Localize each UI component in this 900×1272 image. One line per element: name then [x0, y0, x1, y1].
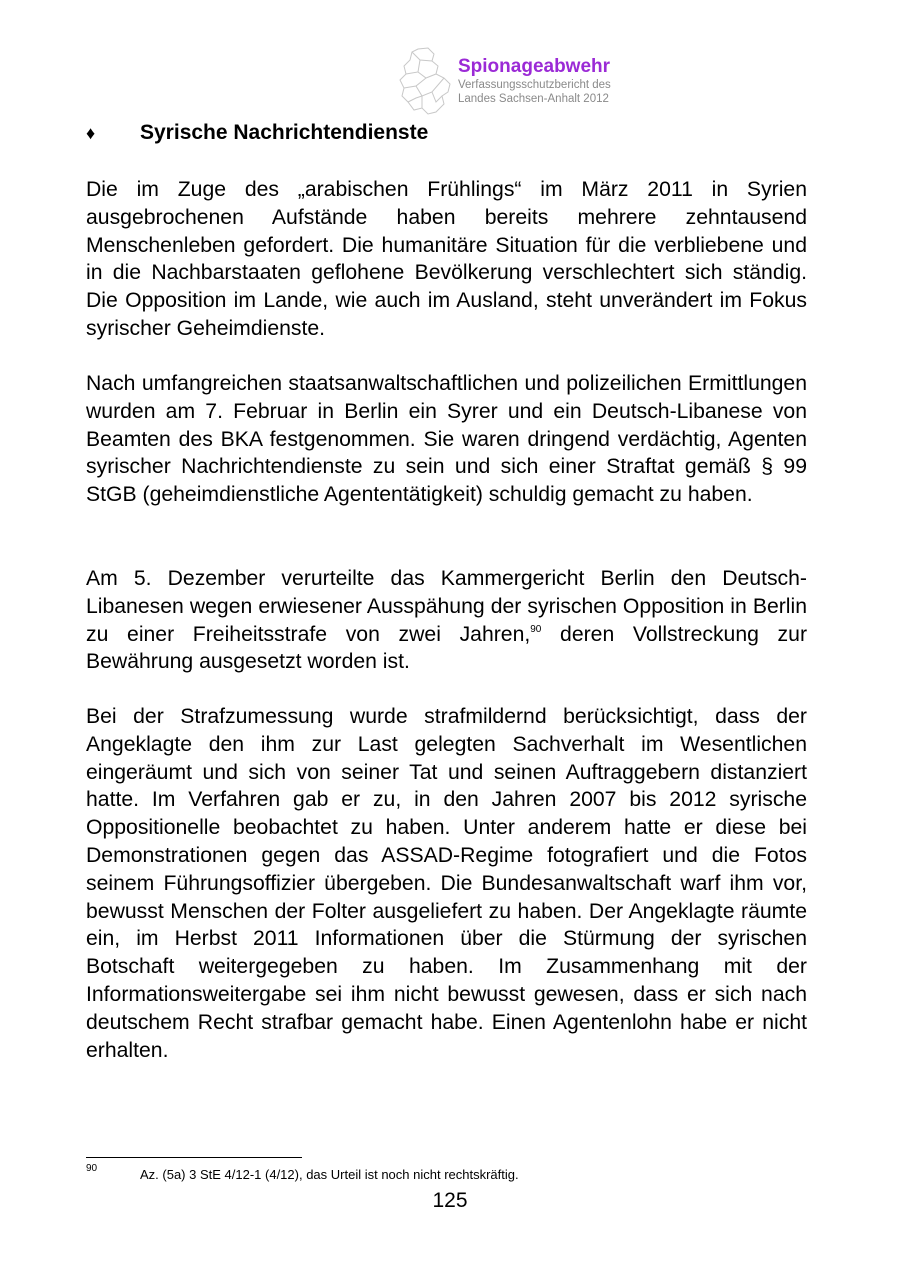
header-subtitle-line1: Verfassungsschutzbericht des: [458, 79, 611, 91]
paragraph-3-text-before: Am 5. Dezember verurteilte das Kammergericht Berlin den Deutsch-Libanesen wegen erwiesener Ausspähung der syrischen Opposition in Berlin zu einer Freiheitsstrafe von zwei Jahren,: [86, 567, 807, 646]
footnote-number: 90: [86, 1163, 98, 1174]
footnote-text: Az. (5a) 3 StE 4/12-1 (4/12), das Urteil ist noch nicht rechtskräftig.: [140, 1167, 519, 1182]
footnote-reference[interactable]: 90: [530, 623, 542, 635]
sachsen-anhalt-map-icon: [398, 46, 456, 116]
paragraph-3-text-after: deren Vollstreckung zur Bewährung ausgesetzt worden ist.: [86, 622, 807, 674]
header-subtitle-line2: Landes Sachsen-Anhalt 2012: [458, 93, 609, 105]
page-header: [398, 44, 658, 116]
footnote-divider: [86, 1157, 302, 1158]
paragraph-1: Die im Zuge des „arabischen Frühlings“ im März 2011 in Syrien ausgebrochenen Aufstände haben bereits mehrere zehntausend Menschenleben gefordert. Die humanitäre Situation für die verbliebene und in die Nachbarstaaten geflohene Bevölkerung verschlechtert sich ständig. Die Opposition im Lande, wie auch im Ausland, steht unverändert im Fokus syrischer Geheimdienste.: [86, 178, 807, 340]
diamond-bullet-icon: ♦: [86, 123, 96, 143]
page-number: 125: [432, 1189, 468, 1212]
paragraph-2: Nach umfangreichen staatsanwaltschaftlichen und polizeilichen Ermittlungen wurden am 7. Februar in Berlin ein Syrer und ein Deutsch-Libanese von Beamten des BKA festgenommen. Sie waren dringend verdächtig, Agenten syrischer Nachrichtendienste zu sein und sich einer Straftat gemäß § 99 StGB (geheimdienstliche Agententätigkeit) schuldig gemacht zu haben.: [86, 372, 807, 507]
paragraph-3: [86, 565, 807, 676]
header-title: Spionageabwehr: [458, 56, 611, 77]
section-heading-text: Syrische Nachrichtendienste: [140, 121, 429, 144]
paragraph-4: Bei der Strafzumessung wurde strafmildernd berücksichtigt, dass der Angeklagte den ihm zur Last gelegten Sachverhalt im Wesentlichen eingeräumt und sich von seiner Tat und seinen Auftraggebern distanziert hatte. Im Verfahren gab er zu, in den Jahren 2007 bis 2012 syrische Oppositionelle beobachtet zu haben. Unter anderem hatte er diese bei Demonstrationen gegen das ASSAD-Regime fotografiert und die Fotos seinem Führungsoffizier übergeben. Die Bundesanwaltschaft warf ihm vor, bewusst Menschen der Folter ausgeliefert zu haben. Der Angeklagte räumte ein, im Herbst 2011 Informationen über die Stürmung der syrischen Botschaft weitergegeben zu haben. Im Zusammenhang mit der Informationsweitergabe sei ihm nicht bewusst gewesen, dass er sich nach deutschem Recht strafbar gemacht habe. Einen Agentenlohn habe er nicht erhalten.: [86, 705, 807, 1062]
section-heading: [86, 121, 428, 145]
